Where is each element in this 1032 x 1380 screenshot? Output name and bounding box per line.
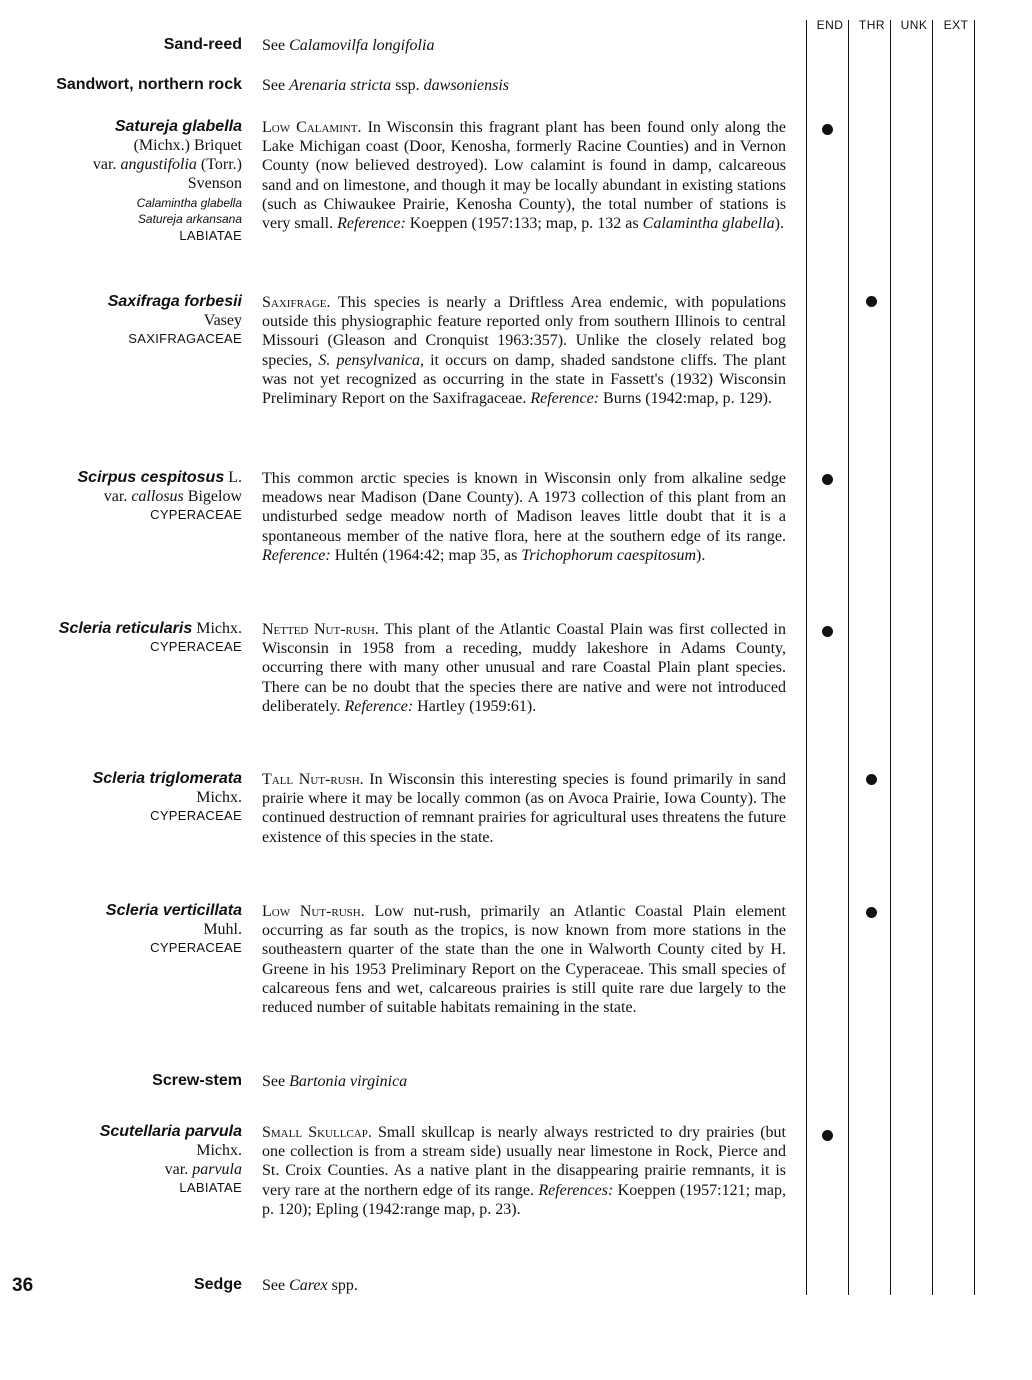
status-dot-end xyxy=(822,626,833,637)
column-rule xyxy=(806,20,807,1295)
entry-text: Tall Nut-rush. In Wisconsin this interesting species is found primarily in sand prairie where it may be locally common (as on Avoca Prairie, Iowa County). The continued destruction of remnant prairies for agricultural uses threatens the future existence of this species in the state. xyxy=(262,771,786,846)
family-name: CYPERACEAE xyxy=(150,808,242,823)
status-column-headers xyxy=(807,18,977,40)
common-name: Sandwort, northern rock xyxy=(56,76,242,93)
scientific-name: Scutellaria parvula xyxy=(99,1123,242,1140)
family-name: SAXIFRAGACEAE xyxy=(128,331,242,346)
column-rule xyxy=(890,20,891,1295)
status-dot-thr xyxy=(866,774,877,785)
author: Vasey xyxy=(203,312,242,329)
entry-text: Netted Nut-rush. This plant of the Atlantic Coastal Plain was first collected in Wisconsin in 1958 from a receding, muddy lakeshore in Adams County, occurring there with many other unusual and rare Coastal Plain plant species. There can be no doubt that the species there are native and were not introduced deliberately. Reference: Hartley (1959:61). xyxy=(262,621,786,715)
entry-text: Low Calamint. In Wisconsin this fragrant plant has been found only along the Lake Michigan coast (Door, Kenosha, formerly Racine Counties) and in Vernon County (now believed destroyed). Low calamint is found in damp, calcareous sand and on limestone, and though it may be locally abundant in existing stations (such as Chiwaukee Prairie, Kenosha County), the total number of stations is very small. Reference: Koeppen (1957:133; map, p. 132 as Calamintha glabella). xyxy=(262,119,786,233)
variety: var. angustifolia (Torr.) xyxy=(92,156,242,173)
variety: var. parvula xyxy=(164,1161,242,1178)
status-dot-thr xyxy=(866,296,877,307)
author: Muhl. xyxy=(203,921,242,938)
entry-text: Low Nut-rush. Low nut-rush, primarily an Atlantic Coastal Plain element occurring as far south as the tropics, is now known from more stations in the southeastern quarter of the state than the one in Walworth County cited by H. Greene in his 1953 Preliminary Report on the Cyperaceae. This small species of calcareous fens and wet, calcareous prairies is still quite rare due largely to the reduced number of suitable habitats remaining in the state. xyxy=(262,903,786,1017)
page-number: 36 xyxy=(12,1275,34,1296)
family-name: LABIATAE xyxy=(179,1180,242,1195)
column-header-ext: EXT xyxy=(943,18,969,32)
column-rule xyxy=(932,20,933,1295)
status-dot-end xyxy=(822,1130,833,1141)
scientific-name: Satureja glabella xyxy=(114,118,242,135)
synonym: Satureja arkansana xyxy=(137,212,242,226)
variety: var. callosus Bigelow xyxy=(103,488,242,505)
column-header-unk: UNK xyxy=(900,18,928,32)
family-name: CYPERACEAE xyxy=(150,507,242,522)
family-name: CYPERACEAE xyxy=(150,940,242,955)
scientific-name: Scleria verticillata xyxy=(105,902,242,919)
entry-text: See Arenaria stricta ssp. dawsoniensis xyxy=(262,77,509,94)
column-header-thr: THR xyxy=(858,18,886,32)
status-dot-thr xyxy=(866,907,877,918)
author: Svenson xyxy=(187,175,242,192)
scientific-name: Scirpus cespitosus L. xyxy=(77,469,242,486)
scientific-name: Scleria triglomerata xyxy=(92,770,242,787)
common-name: Screw-stem xyxy=(152,1072,242,1089)
entry-text: Saxifrage. This species is nearly a Driftless Area endemic, with populations outside this physiographic feature reported only from southern Illinois to central Missouri (Gleason and Cronquist 1963:357). Unlike the closely related bog species, S. pensylvanica, it occurs on damp, shaded sandstone cliffs. The plant was not yet recognized as occurring in the state in Fassett's (1932) Wisconsin Preliminary Report on the Saxifragaceae. Reference: Burns (1942:map, p. 129). xyxy=(262,294,786,408)
column-rule xyxy=(848,20,849,1295)
family-name: LABIATAE xyxy=(179,228,242,243)
author: Michx. xyxy=(196,1142,242,1159)
status-dot-end xyxy=(822,474,833,485)
common-name: Sedge xyxy=(193,1276,242,1293)
column-header-end: END xyxy=(816,18,844,32)
family-name: CYPERACEAE xyxy=(150,639,242,654)
common-name: Sand-reed xyxy=(163,36,242,53)
author: (Michx.) Briquet xyxy=(133,137,242,154)
scientific-name: Scleria reticularis Michx. xyxy=(58,620,242,637)
entry-text: This common arctic species is known in Wisconsin only from alkaline sedge meadows near Madison (Dane County). A 1973 collection of this plant from an undisturbed sedge meadow north of Madison leaves little doubt that it is a spontaneous member of the native flora, here at the southern edge of its range. Reference: Hultén (1964:42; map 35, as Trichophorum caespitosum). xyxy=(262,470,786,564)
author: Michx. xyxy=(196,789,242,806)
scientific-name: Saxifraga forbesii xyxy=(107,293,242,310)
entry-text: See Bartonia virginica xyxy=(262,1073,408,1090)
column-rule xyxy=(974,20,975,1295)
entry-text: Small Skullcap. Small skullcap is nearly always restricted to dry prairies (but one collection is from a stream side) usually near limestone in Rock, Pierce and St. Croix Counties. As a native plant in the disappearing prairie remnants, it is very rare at the northern edge of its range. References: Koeppen (1957:121; map, p. 120); Epling (1942:range map, p. 23). xyxy=(262,1124,787,1218)
entry-text: See Calamovilfa longifolia xyxy=(262,37,435,54)
entry-text: See Carex spp. xyxy=(262,1277,358,1294)
synonym: Calamintha glabella xyxy=(136,196,242,210)
status-dot-end xyxy=(822,124,833,135)
